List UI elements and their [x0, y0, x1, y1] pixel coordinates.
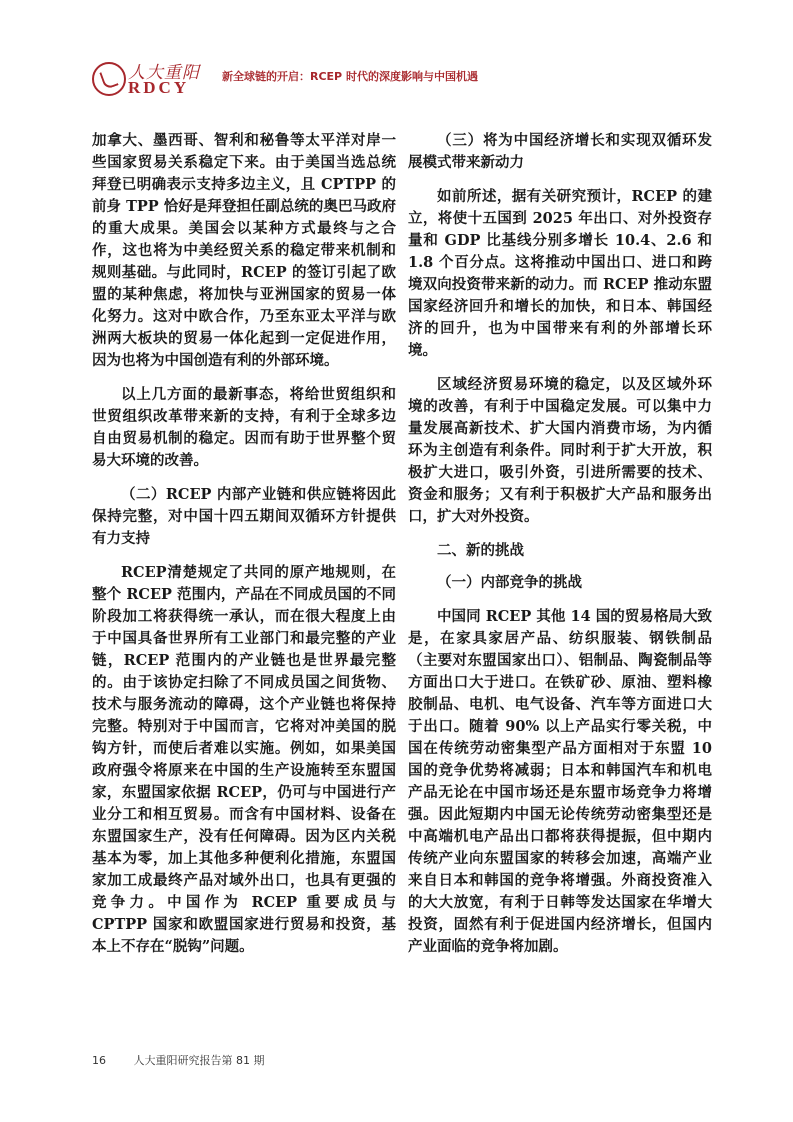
logo-emblem-icon [92, 62, 126, 96]
page-header [92, 56, 732, 100]
logo-english-text: RDCY [128, 78, 190, 97]
running-header-title: 新全球链的开启：RCEP 时代的深度影响与中国机遇 [222, 70, 478, 83]
part-heading: 二、新的挑战 [437, 542, 524, 559]
subsection-heading: （一）内部竞争的挑战 [437, 574, 582, 591]
left-column [92, 130, 396, 970]
paragraph: 加拿大、墨西哥、智利和秘鲁等太平洋对岸一些国家贸易关系稳定下来。由于美国当选总统拜登已明确表示支持多边主义，且 CPTPP 的前身 TPP 恰好是拜登担任副总统的奥巴马政府的重大成果。美国会以某种方式最终与之合作，这也将为中美经贸关系的稳定带来机制和规则基础。与此同时，RCEP 的签订引起了欧盟的某种焦虑，将加快与亚洲国家的贸易一体化努力。这对中欧合作，乃至东亚太平洋与欧洲两大板块的贸易一体化起到一定促进作用，因为也将为中国创造有利的外部环境。 [92, 132, 396, 369]
paragraph: 区域经济贸易环境的稳定，以及区域外环境的改善，有利于中国稳定发展。可以集中力量发展高新技术、扩大国内消费市场，为内循环为主创造有利条件。同时利于扩大开放，积极扩大进口，吸引外资，引进所需要的技术、资金和服务；又有利于积极扩大产品和服务出口，扩大对外投资。 [408, 376, 712, 525]
page-number: 16 [92, 1054, 106, 1067]
section-heading: （二）RCEP 内部产业链和供应链将因此保持完整，对中国十四五期间双循环方针提供有力支持 [92, 486, 396, 547]
rdcy-logo [92, 56, 212, 100]
section-heading: （三）将为中国经济增长和实现双循环发展模式带来新动力 [408, 132, 712, 171]
right-column [408, 130, 712, 970]
paragraph: 以上几方面的最新事态，将给世贸组织和世贸组织改革带来新的支持，有利于全球多边自由贸易机制的稳定。因而有助于世界整个贸易大环境的改善。 [92, 386, 396, 469]
page-footer [92, 1052, 265, 1068]
logo-chinese-text: 人大重阳 [128, 63, 200, 83]
paragraph: 如前所述，据有关研究预计，RCEP 的建立，将使十五国到 2025 年出口、对外投资存量和 GDP 比基线分别多增长 10.4、2.6 和 1.8 个百分点。这将推动中国出口、进口和跨境双向投资带来新的动力。而 RCEP 推动东盟国家经济回升和增长的加快，和日本、韩国经济的回升，也为中国带来有利的外部增长环境。 [408, 188, 712, 359]
paragraph: RCEP清楚规定了共同的原产地规则，在整个 RCEP 范围内，产品在不同成员国的不同阶段加工将获得统一承认，而在很大程度上由于中国具备世界所有工业部门和最完整的产业链，RCEP 范围内的产业链也是世界最完整的。由于该协定扫除了不同成员国之间货物、技术与服务流动的障碍，这个产业链也将保持完整。特别对于中国而言，它将对冲美国的脱钩方针，而使后者难以实施。例如，如果美国政府强令将原来在中国的生产设施转至东盟国家，东盟国家依据 RCEP，仍可与中国进行产业分工和相互贸易。而含有中国材料、设备在东盟国家生产，没有任何障碍。因为区内关税基本为零，加上其他多种便利化措施，东盟国家加工成最终产品对域外出口，也具有更强的竞争力。中国作为 RCEP 重要成员与 CPTPP 国家和欧盟国家进行贸易和投资，基本上不存在“脱钩”问题。 [92, 564, 396, 955]
publication-name: 人大重阳研究报告第 81 期 [133, 1054, 265, 1067]
paragraph: 中国同 RCEP 其他 14 国的贸易格局大致是，在家具家居产品、纺织服装、钢铁制品（主要对东盟国家出口）、铝制品、陶瓷制品等方面出口大于进口。在铁矿砂、原油、塑料橡胶制品、电机、电气设备、汽车等方面进口大于出口。随着 90% 以上产品实行零关税，中国在传统劳动密集型产品方面相对于东盟 10 国的竞争优势将减弱；日本和韩国汽车和机电产品无论在中国市场还是东盟市场竞争力将增强。因此短期内中国无论传统劳动密集型还是中高端机电产品出口都将获得提振，但中期内传统产业向东盟国家的转移会加速，高端产业来自日本和韩国的竞争将增强。外商投资准入的大大放宽，有利于日韩等发达国家在华增大投资，固然有利于促进国内经济增长，但国内产业面临的竞争将加剧。 [408, 608, 712, 955]
